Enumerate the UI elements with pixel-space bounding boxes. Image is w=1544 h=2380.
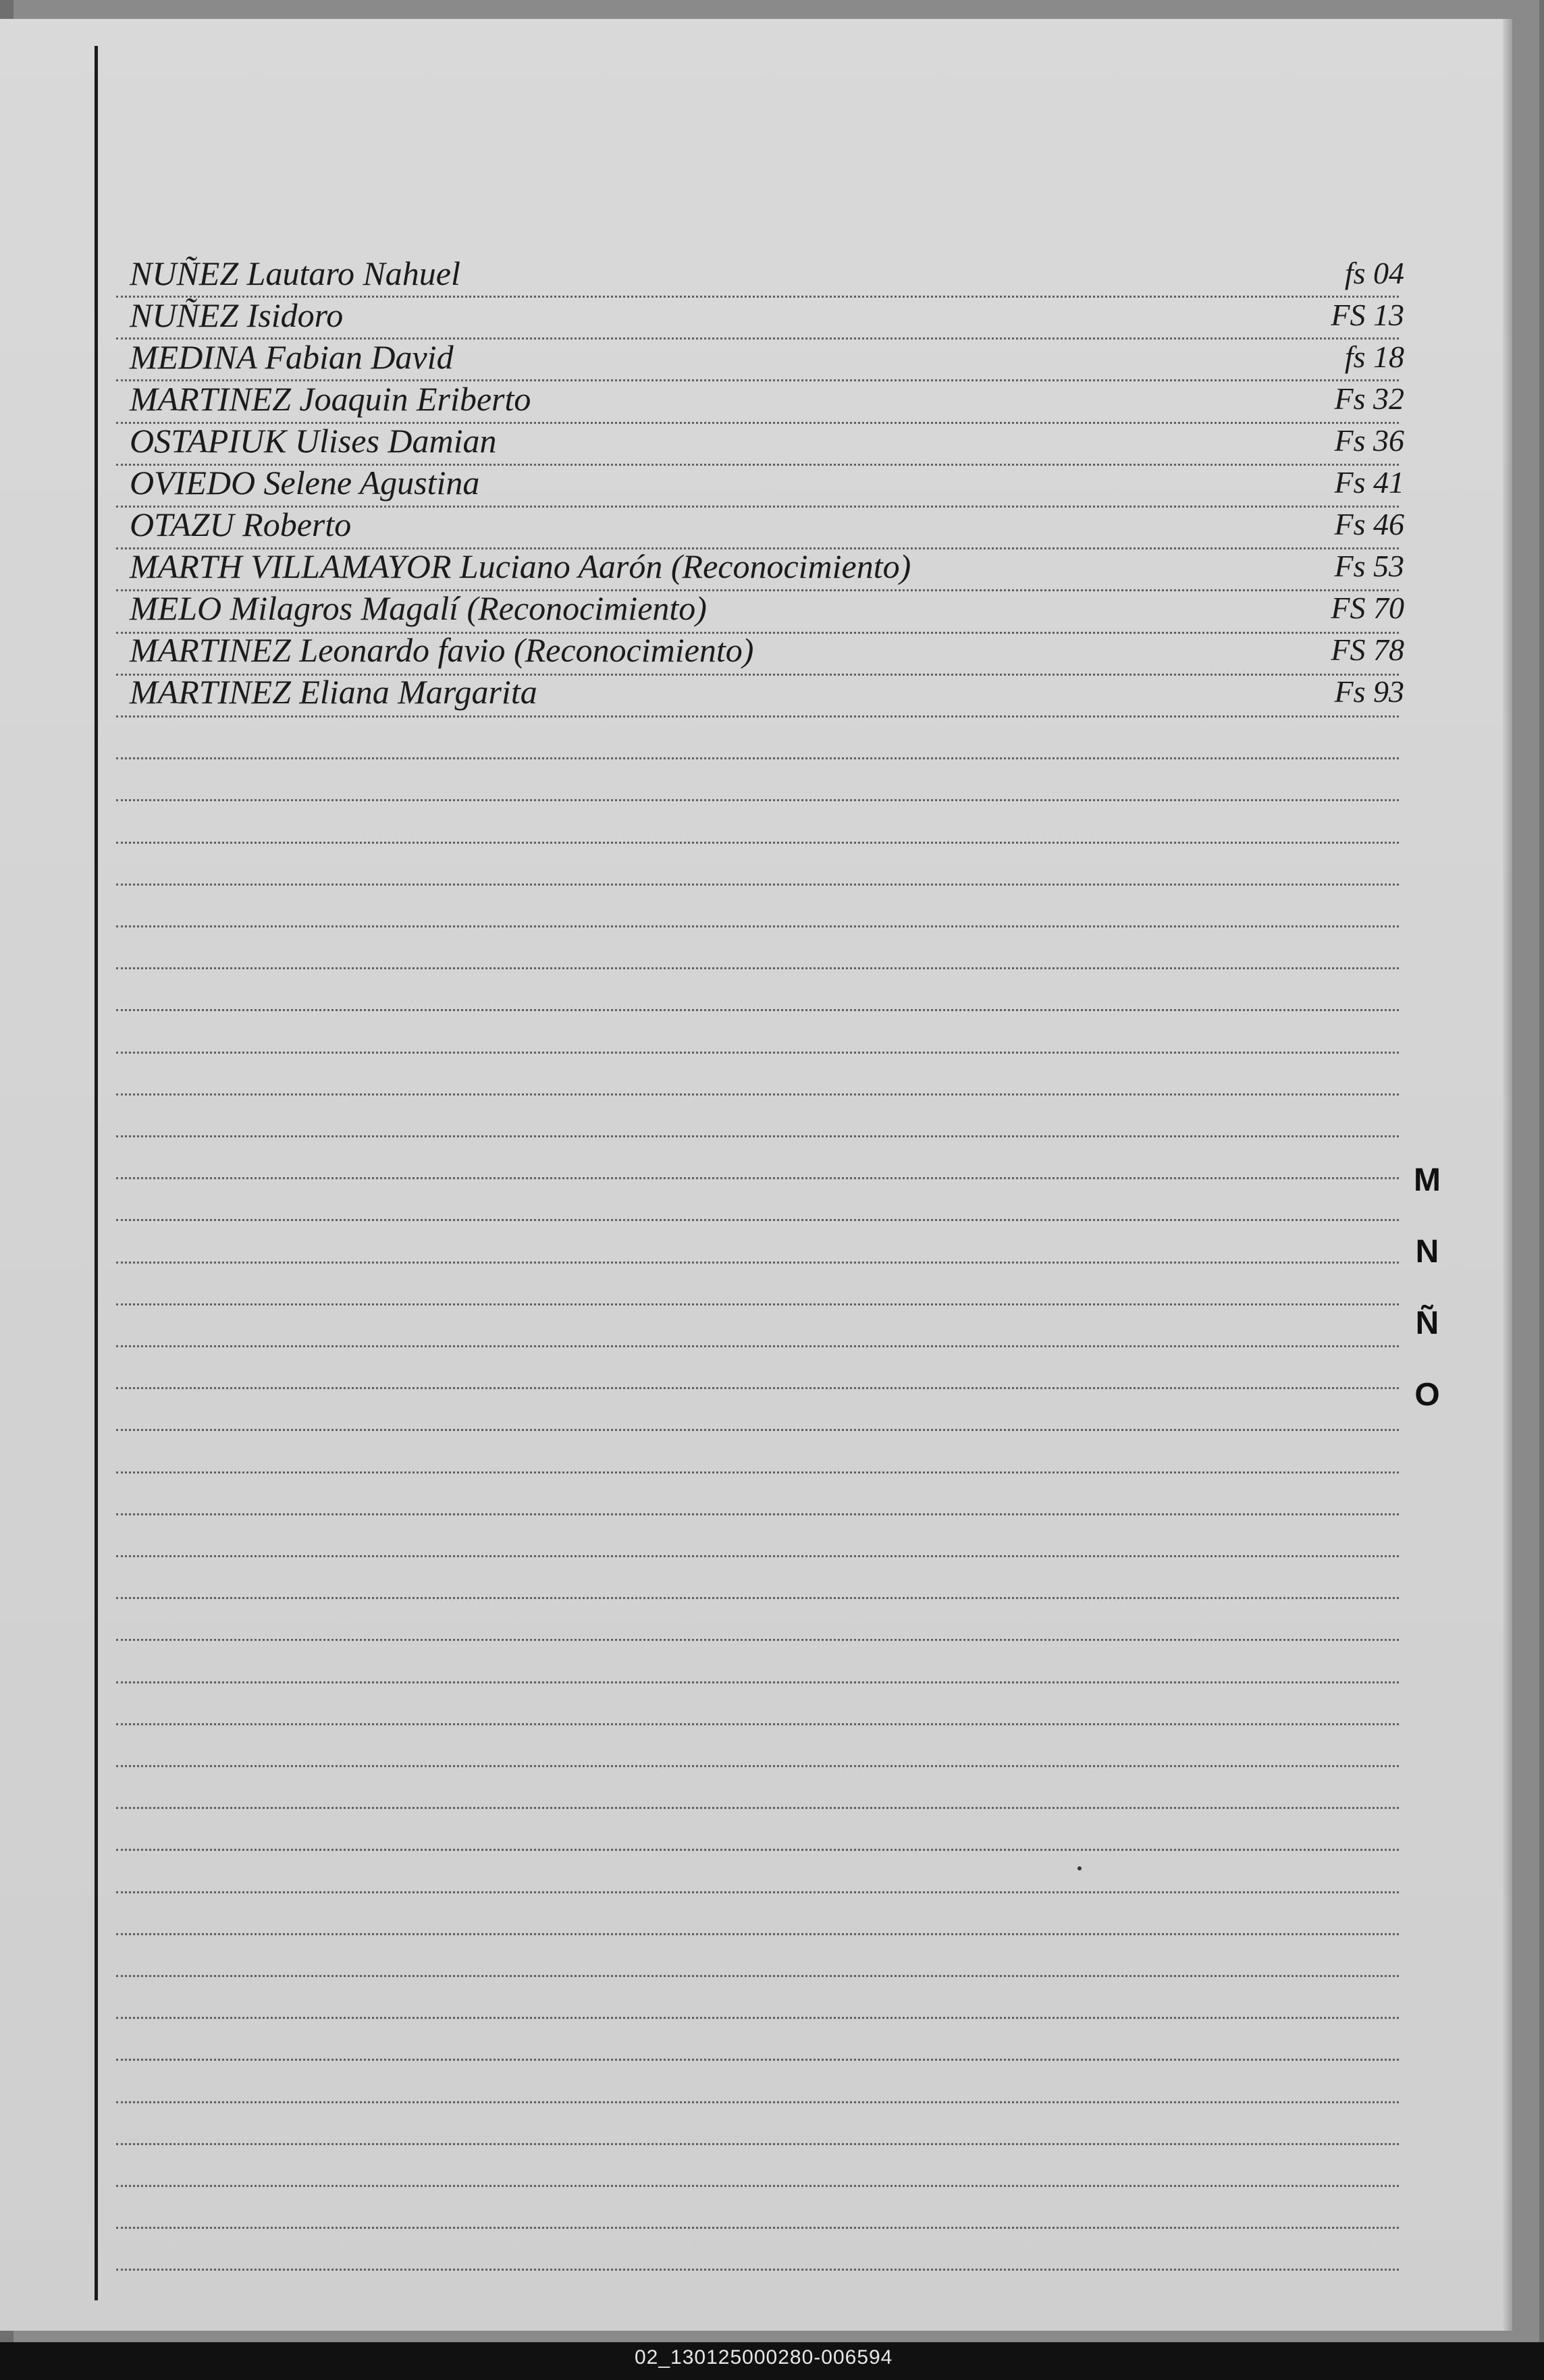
ruled-line [116,1303,1399,1305]
entry-name: MARTINEZ Joaquin Eriberto [130,380,531,418]
index-letter: N [1415,1234,1439,1270]
margin-line [95,46,98,2300]
entry-row [122,675,1404,714]
document-id: 02_130125000280-006594 [635,2346,893,2369]
entry-name: MARTINEZ Eliana Margarita [130,673,537,711]
ruled-line [116,1387,1399,1389]
entry-row [122,633,1404,672]
entry-folio: FS 70 [1331,591,1404,625]
entry-folio: Fs 36 [1334,423,1404,458]
entry-row [122,424,1404,463]
entry-folio: fs 18 [1344,340,1404,374]
entry-name: MARTH VILLAMAYOR Luciano Aarón (Reconocimiento) [130,547,911,585]
entry-folio: Fs 93 [1334,674,1404,709]
ruled-line [116,1429,1399,1431]
ruled-line [116,1219,1399,1221]
entry-row [122,256,1404,296]
ruled-line [116,757,1399,759]
entry-folio: FS 78 [1331,632,1404,667]
ruled-line [116,884,1399,886]
ruled-line [116,1345,1399,1347]
entry-name: MEDINA Fabian David [130,338,454,376]
ink-speck [1077,1866,1082,1870]
ruled-line [116,1807,1399,1809]
ruled-line [116,1135,1399,1137]
entry-name: OTAZU Roberto [130,506,352,543]
ruled-line [116,842,1399,844]
ruled-line [116,1177,1399,1179]
entry-folio: Fs 46 [1334,507,1404,541]
ruled-line [116,1849,1399,1851]
entry-folio: Fs 53 [1334,549,1404,583]
ruled-line [116,967,1399,969]
entry-name: NUÑEZ Lautaro Nahuel [130,254,460,292]
entry-name: OVIEDO Selene Agustina [130,464,480,502]
ruled-line [116,1052,1399,1054]
entry-row [122,549,1404,589]
entry-folio: FS 13 [1331,298,1404,332]
ruled-line [116,1555,1399,1557]
index-letter: Ñ [1415,1305,1439,1341]
index-letter: O [1414,1377,1440,1413]
ruled-line [116,1681,1399,1683]
ruled-line [116,2101,1399,2103]
ruled-line [116,2185,1399,2187]
entry-row [122,508,1404,547]
ruled-line [116,1891,1399,1893]
ruled-line [116,1975,1399,1977]
ruled-line [116,1723,1399,1725]
page-edge [1503,19,1512,2331]
entry-row [122,340,1404,379]
ruled-line [116,925,1399,927]
ruled-line [116,2227,1399,2229]
entry-row [122,382,1404,421]
ruled-line [116,1933,1399,1935]
ruled-line [116,1471,1399,1473]
ruled-line [116,1597,1399,1599]
entry-name: OSTAPIUK Ulises Damian [130,422,497,460]
entry-name: MARTINEZ Leonardo favio (Reconocimiento) [130,631,754,669]
notebook-page [0,19,1512,2331]
ruled-line [116,1765,1399,1767]
index-letter: M [1414,1162,1441,1198]
entry-name: MELO Milagros Magalí (Reconocimiento) [130,589,707,627]
ruled-line [116,1093,1399,1096]
ruled-line [116,1262,1399,1264]
ruled-line [116,2143,1399,2145]
ruled-line [116,1009,1399,1011]
entry-folio: fs 04 [1344,256,1404,290]
entry-row [122,466,1404,505]
alphabet-index [1412,1145,1442,1431]
entry-name: NUÑEZ Isidoro [130,296,344,334]
ruled-line [116,2269,1399,2271]
ruled-line [116,1639,1399,1641]
entry-row [122,591,1404,630]
ruled-line [116,715,1399,718]
ruled-line [116,1513,1399,1515]
entry-folio: Fs 41 [1334,465,1404,499]
ruled-line [116,2059,1399,2061]
ruled-line [116,2017,1399,2019]
entry-folio: Fs 32 [1334,381,1404,416]
entry-row [122,298,1404,337]
ruled-line [116,799,1399,801]
